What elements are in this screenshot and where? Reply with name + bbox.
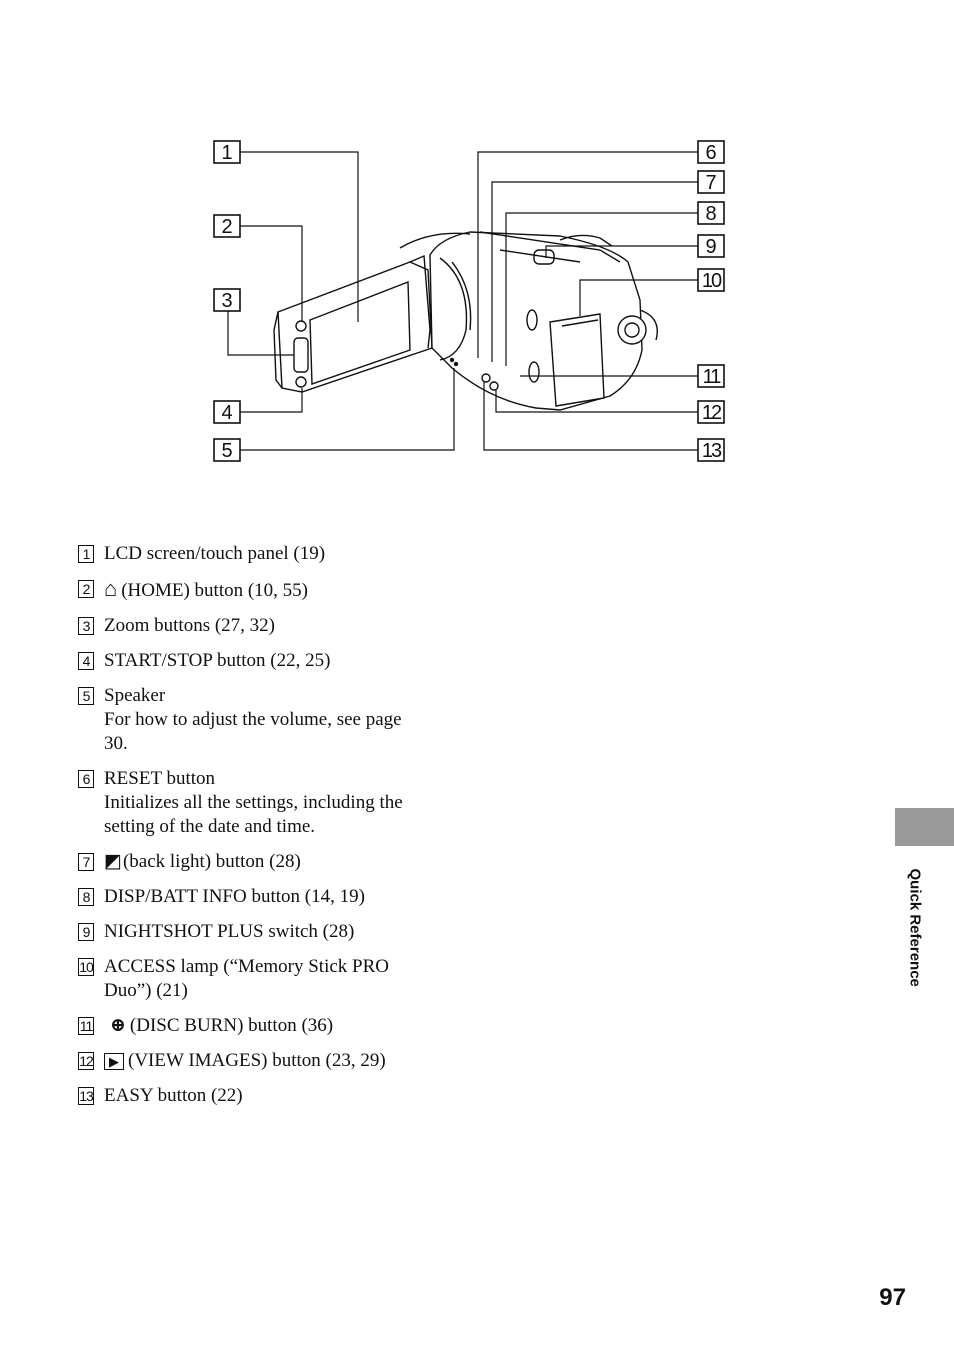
callout-9 xyxy=(698,235,724,258)
item-description: Initializes all the settings, including the xyxy=(104,792,403,813)
svg-text:7: 7 xyxy=(705,172,717,194)
item-number-badge: 11 xyxy=(79,1018,93,1034)
callout-4 xyxy=(214,401,240,424)
item-text: Speaker xyxy=(104,685,166,706)
callout-10 xyxy=(698,269,724,292)
view-images-icon: ▶ xyxy=(104,1053,124,1070)
item-text: (VIEW IMAGES) button (23, 29) xyxy=(128,1050,386,1071)
camcorder-illustration xyxy=(274,232,657,410)
page-number: 97 xyxy=(879,1284,906,1311)
legend-item-6 xyxy=(78,767,458,839)
item-description: setting of the date and time. xyxy=(104,816,316,837)
svg-text:10: 10 xyxy=(701,270,721,292)
legend-item-3 xyxy=(78,614,458,638)
item-text: Zoom buttons (27, 32) xyxy=(104,615,275,636)
item-number-badge: 3 xyxy=(78,617,94,635)
svg-text:11: 11 xyxy=(702,366,720,388)
section-tab xyxy=(895,808,954,846)
legend-item-5 xyxy=(78,684,458,756)
item-number-badge: 1 xyxy=(78,545,94,563)
item-description: For how to adjust the volume, see page xyxy=(104,709,402,730)
callout-1 xyxy=(214,141,240,164)
section-label: Quick Reference xyxy=(906,868,924,987)
item-text: RESET button xyxy=(104,768,216,789)
item-number-badge: 6 xyxy=(78,770,94,788)
item-text-continued: Duo”) (21) xyxy=(104,980,188,1001)
legend-item-8 xyxy=(78,885,458,909)
legend-item-4 xyxy=(78,649,458,673)
parts-legend xyxy=(78,542,458,1119)
item-number-badge: 13 xyxy=(79,1088,93,1104)
svg-text:9: 9 xyxy=(705,236,717,258)
svg-text:1: 1 xyxy=(221,142,233,164)
camcorder-diagram xyxy=(0,0,954,520)
legend-item-10 xyxy=(78,955,458,1003)
callout-3 xyxy=(214,289,240,312)
item-number-badge: 12 xyxy=(79,1053,93,1069)
callout-5 xyxy=(214,439,240,462)
callout-11 xyxy=(698,365,724,388)
item-text: (back light) button (28) xyxy=(122,851,301,872)
callout-8 xyxy=(698,202,724,225)
item-number-badge: 8 xyxy=(78,888,94,906)
callout-13 xyxy=(698,439,724,462)
item-text: (DISC BURN) button (36) xyxy=(129,1015,334,1036)
item-text: EASY button (22) xyxy=(104,1085,243,1106)
backlight-icon: ◩ xyxy=(104,851,122,872)
legend-item-7 xyxy=(78,850,458,874)
callout-12 xyxy=(698,401,724,424)
svg-text:4: 4 xyxy=(221,402,233,424)
legend-item-2 xyxy=(78,577,458,603)
item-number-badge: 4 xyxy=(78,652,94,670)
legend-item-9 xyxy=(78,920,458,944)
item-number-badge: 5 xyxy=(78,687,94,705)
callout-6 xyxy=(698,141,724,164)
legend-item-12 xyxy=(78,1049,458,1073)
item-number-badge: 9 xyxy=(78,923,94,941)
svg-text:13: 13 xyxy=(701,440,721,462)
callout-7 xyxy=(698,171,724,194)
legend-item-1 xyxy=(78,542,458,566)
callout-2 xyxy=(214,215,240,238)
item-text: DISP/BATT INFO button (14, 19) xyxy=(104,886,365,907)
svg-text:6: 6 xyxy=(705,142,717,164)
item-text: NIGHTSHOT PLUS switch (28) xyxy=(104,921,355,942)
item-text: LCD screen/touch panel (19) xyxy=(104,543,326,564)
svg-text:3: 3 xyxy=(221,290,233,312)
disc-burn-icon: ⊕ xyxy=(110,1015,126,1036)
legend-item-11 xyxy=(78,1014,458,1038)
item-text: START/STOP button (22, 25) xyxy=(104,650,331,671)
item-number-badge: 7 xyxy=(78,853,94,871)
item-description: 30. xyxy=(104,733,128,754)
svg-text:12: 12 xyxy=(701,402,721,424)
svg-text:8: 8 xyxy=(705,203,717,225)
item-number-badge: 10 xyxy=(79,959,93,975)
svg-text:2: 2 xyxy=(221,216,233,238)
legend-item-13 xyxy=(78,1084,458,1108)
item-number-badge: 2 xyxy=(78,580,94,598)
item-text: (HOME) button (10, 55) xyxy=(121,580,309,601)
home-icon: ⌂ xyxy=(104,576,118,601)
item-text: ACCESS lamp (“Memory Stick PRO xyxy=(104,956,390,977)
svg-text:5: 5 xyxy=(221,440,233,462)
